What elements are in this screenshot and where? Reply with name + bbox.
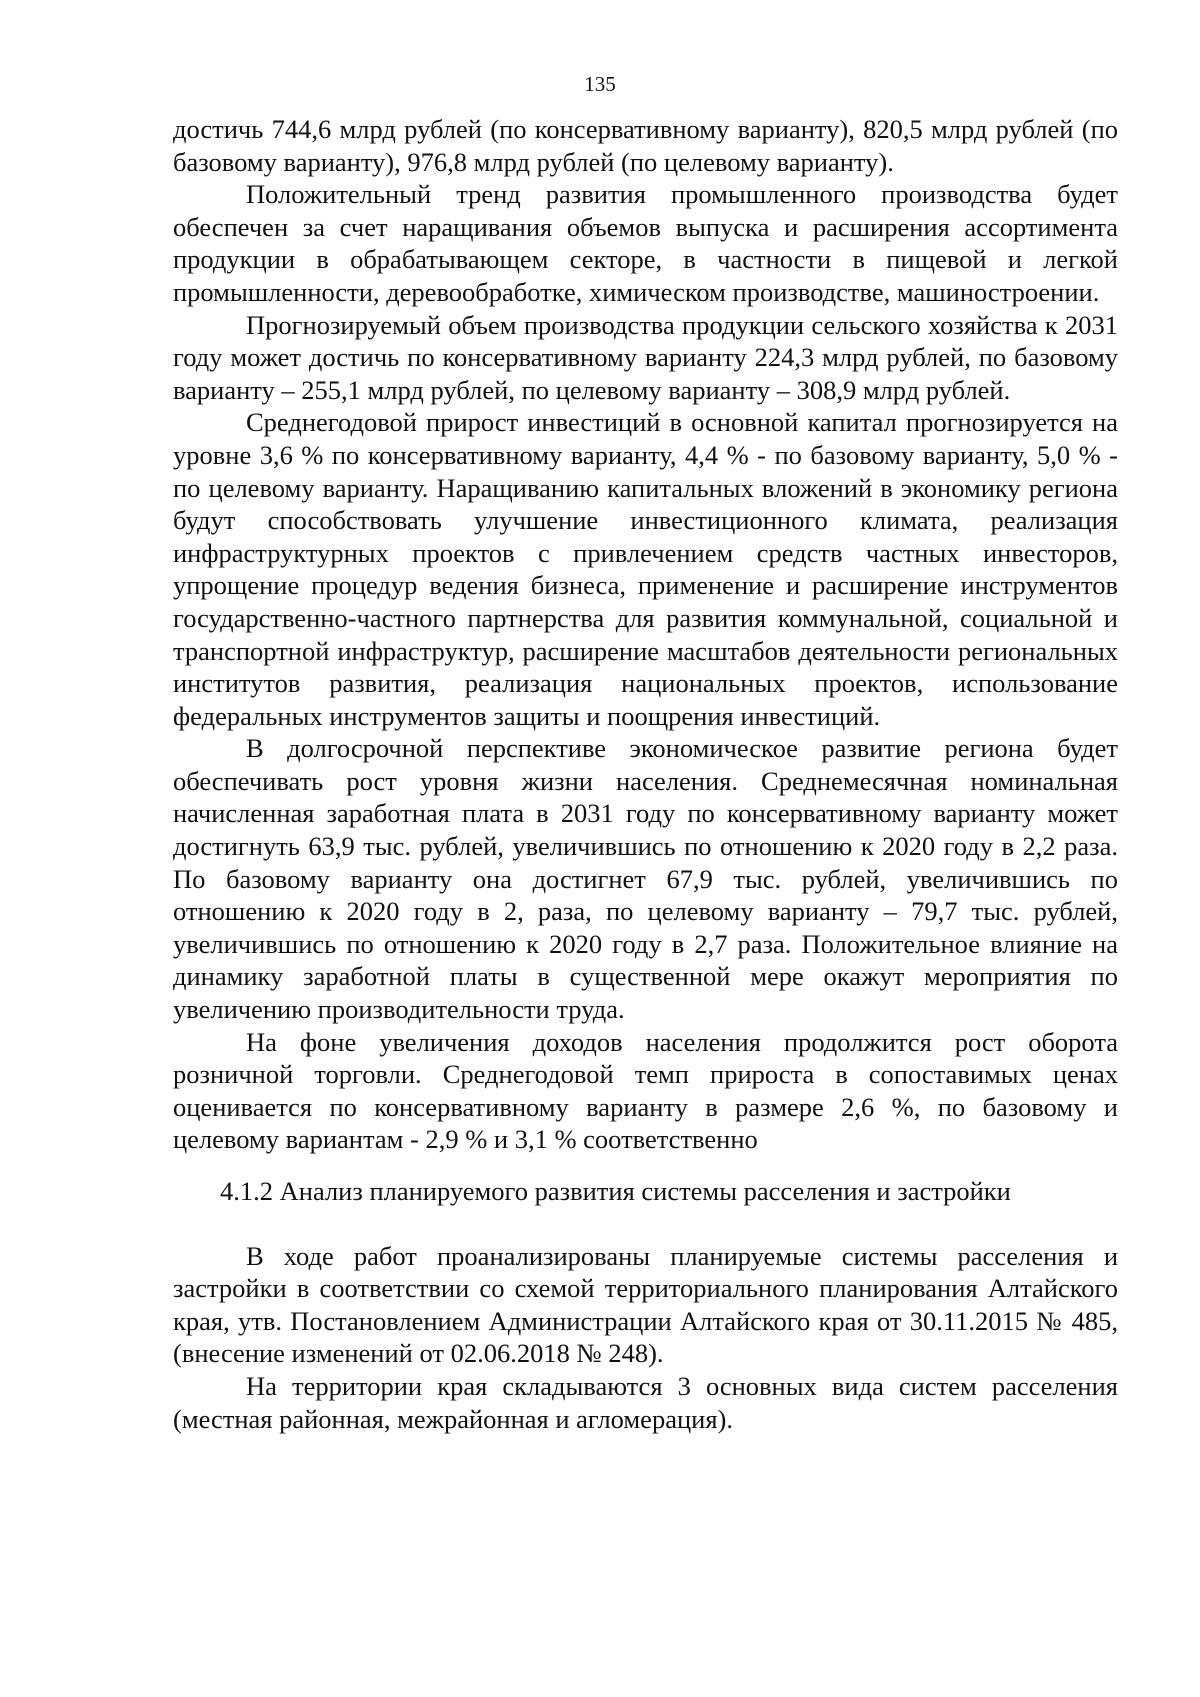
- paragraph-agriculture-forecast: Прогнозируемый объем производства продукции сельского хозяйства к 2031 году может достичь по консервативному варианту 224,3 млрд рублей, по базовому варианту – 255,1 млрд рублей, по целевому варианту – 308,9 млрд рублей.: [173, 309, 1118, 405]
- paragraph-investment-growth: Среднегодовой прирост инвестиций в основной капитал прогнозируется на уровне 3,6 % по консервативному варианту, 4,4 % - по базовому варианту, 5,0 % - по целевому варианту. Наращиванию капитальных вложений в экономику региона будут способствовать улучшение инвестиционного климата, реализация инфраструктурных проектов с привлечением средств частных инвесторов, упрощение процедур ведения бизнеса, применение и расширение инструментов государственно-частного партнерства для развития коммунальной, социальной и транспортной инфраструктур, расширение масштабов деятельности региональных институтов развития, реализация национальных проектов, использование федеральных инструментов защиты и поощрения инвестиций.: [173, 407, 1118, 731]
- paragraph-revenue-forecast: достичь 744,6 млрд рублей (по консервативному варианту), 820,5 млрд рублей (по базовому варианту), 976,8 млрд рублей (по целевому варианту).: [173, 114, 1118, 177]
- paragraph-retail-trade: На фоне увеличения доходов населения продолжится рост оборота розничной торговли. Среднегодовой темп прироста в сопоставимых ценах оценивается по консервативному варианту в размере 2,6 %, по базовому и целевому вариантам - 2,9 % и 3,1 % соответственно: [173, 1026, 1118, 1155]
- page-number: 135: [584, 72, 616, 96]
- paragraph-settlement-analysis: В ходе работ проанализированы планируемые системы расселения и застройки в соответствии со схемой территориального планирования Алтайского края, утв. Постановлением Администрации Алтайского края от 30.11.2015 № 485, (внесение изменений от 02.06.2018 № 248).: [173, 1240, 1118, 1369]
- paragraph-industrial-trend: Положительный тренд развития промышленного производства будет обеспечен за счет наращивания объемов выпуска и расширения ассортимента продукции в обрабатывающем секторе, в частности в пищевой и легкой промышленности, деревообработке, химическом производстве, машиностроении.: [173, 179, 1118, 307]
- section-heading: 4.1.2 Анализ планируемого развития системы расселения и застройки: [220, 1176, 1011, 1206]
- paragraph-settlement-types: На территории края складываются 3 основных вида систем расселения (местная районная, межрайонная и агломерация).: [173, 1370, 1118, 1434]
- paragraph-living-standards: В долгосрочной перспективе экономическое развитие региона будет обеспечивать рост уровня жизни населения. Среднемесячная номинальная начисленная заработная плата в 2031 году по консервативному варианту может достигнуть 63,9 тыс. рублей, увеличившись по отношению к 2020 году в 2,2 раза. По базовому варианту она достигнет 67,9 тыс. рублей, увеличившись по отношению к 2020 году в 2, раза, по целевому варианту – 79,7 тыс. рублей, увеличившись по отношению к 2020 году в 2,7 раза. Положительное влияние на динамику заработной платы в существенной мере окажут мероприятия по увеличению производительности труда.: [173, 733, 1118, 1025]
- page-content: [173, 113, 1118, 1435]
